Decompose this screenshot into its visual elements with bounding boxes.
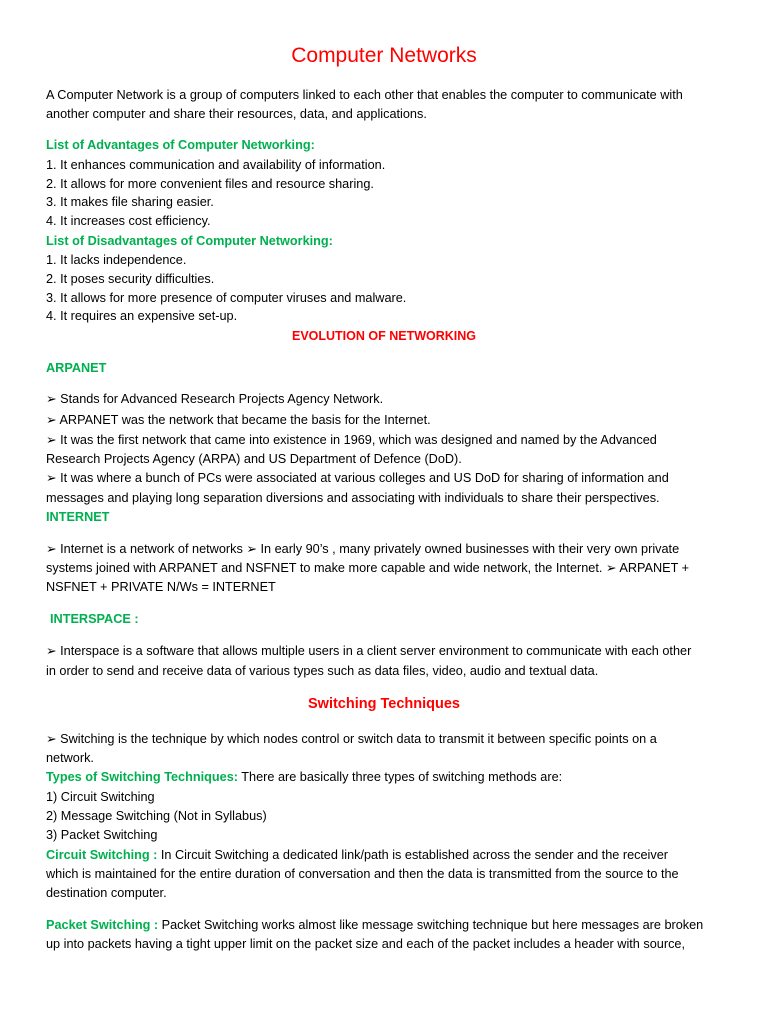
internet-heading: INTERNET [46, 510, 110, 524]
arpanet-line-5: ➢ It was where a bunch of PCs were associated at various colleges and US DoD for sharing of information and [46, 471, 669, 485]
disadvantage-item-4: 4. It requires an expensive set-up. [46, 309, 238, 323]
packet-switching-label: Packet Switching : [46, 918, 159, 932]
disadvantage-item-3: 3. It allows for more presence of computer viruses and malware. [46, 291, 407, 305]
arpanet-line-3: ➢ It was the first network that came into existence in 1969, which was designed and named by the Advanced [46, 433, 657, 447]
arpanet-heading: ARPANET [46, 361, 107, 375]
page-title: Computer Networks [291, 44, 477, 67]
circuit-switching-line-3: destination computer. [46, 886, 167, 900]
internet-line-2: systems joined with ARPANET and NSFNET to make more capable and wide network, the Internet. ➢ ARPANET + [46, 561, 690, 575]
switching-types-line [46, 768, 562, 787]
circuit-switching-label: Circuit Switching : [46, 848, 158, 862]
arpanet-line-4: Research Projects Agency (ARPA) and US Department of Defence (DoD). [46, 452, 462, 466]
switching-types-text: There are basically three types of switching methods are: [237, 770, 563, 784]
disadvantage-item-2: 2. It poses security difficulties. [46, 272, 215, 286]
advantage-item-2: 2. It allows for more convenient files and resource sharing. [46, 177, 374, 191]
packet-switching-line-2: up into packets having a tight upper limit on the packet size and each of the packet includes a header with source, [46, 937, 685, 951]
circuit-switching-line-1 [46, 846, 668, 865]
intro-line-1: A Computer Network is a group of computers linked to each other that enables the computer to communicate with [46, 88, 683, 102]
disadvantages-heading: List of Disadvantages of Computer Networking: [46, 234, 333, 248]
advantage-item-1: 1. It enhances communication and availability of information. [46, 158, 386, 172]
interspace-line-2: in order to send and receive data of various types such as data files, video, audio and textual data. [46, 664, 599, 678]
arpanet-line-1: ➢ Stands for Advanced Research Projects Agency Network. [46, 392, 384, 406]
switching-type-1: 1) Circuit Switching [46, 790, 155, 804]
arpanet-line-2: ➢ ARPANET was the network that became the basis for the Internet. [46, 413, 431, 427]
interspace-line-1: ➢ Interspace is a software that allows multiple users in a client server environment to communicate with each other [46, 644, 692, 658]
switching-heading: Switching Techniques [308, 696, 460, 712]
advantages-heading: List of Advantages of Computer Networking: [46, 138, 315, 152]
circuit-switching-text: In Circuit Switching a dedicated link/path is established across the sender and the receiver [157, 848, 668, 862]
advantage-item-4: 4. It increases cost efficiency. [46, 214, 211, 228]
circuit-switching-line-2: which is maintained for the entire duration of conversation and then the data is transmitted from the source to the [46, 867, 679, 881]
interspace-heading: INTERSPACE : [50, 612, 139, 626]
packet-switching-text: Packet Switching works almost like message switching technique but here messages are broken [158, 918, 704, 932]
internet-line-3: NSFNET + PRIVATE N/Ws = INTERNET [46, 580, 276, 594]
arpanet-line-6: messages and playing long separation diversions and associating with individuals to share their perspectives. [46, 491, 660, 505]
advantage-item-3: 3. It makes file sharing easier. [46, 195, 214, 209]
switching-type-2: 2) Message Switching (Not in Syllabus) [46, 809, 267, 823]
evolution-heading: EVOLUTION OF NETWORKING [291, 329, 477, 343]
internet-line-1: ➢ Internet is a network of networks ➢ In early 90’s , many privately owned businesses with their very own private [46, 542, 680, 556]
intro-line-2: another computer and share their resources, data, and applications. [46, 107, 427, 121]
disadvantage-item-1: 1. It lacks independence. [46, 253, 187, 267]
switching-line-2: network. [46, 751, 94, 765]
packet-switching-line-1 [46, 916, 703, 935]
switching-types-label: Types of Switching Techniques: [46, 770, 238, 784]
switching-line-1: ➢ Switching is the technique by which nodes control or switch data to transmit it between specific points on a [46, 732, 657, 746]
switching-type-3: 3) Packet Switching [46, 828, 158, 842]
